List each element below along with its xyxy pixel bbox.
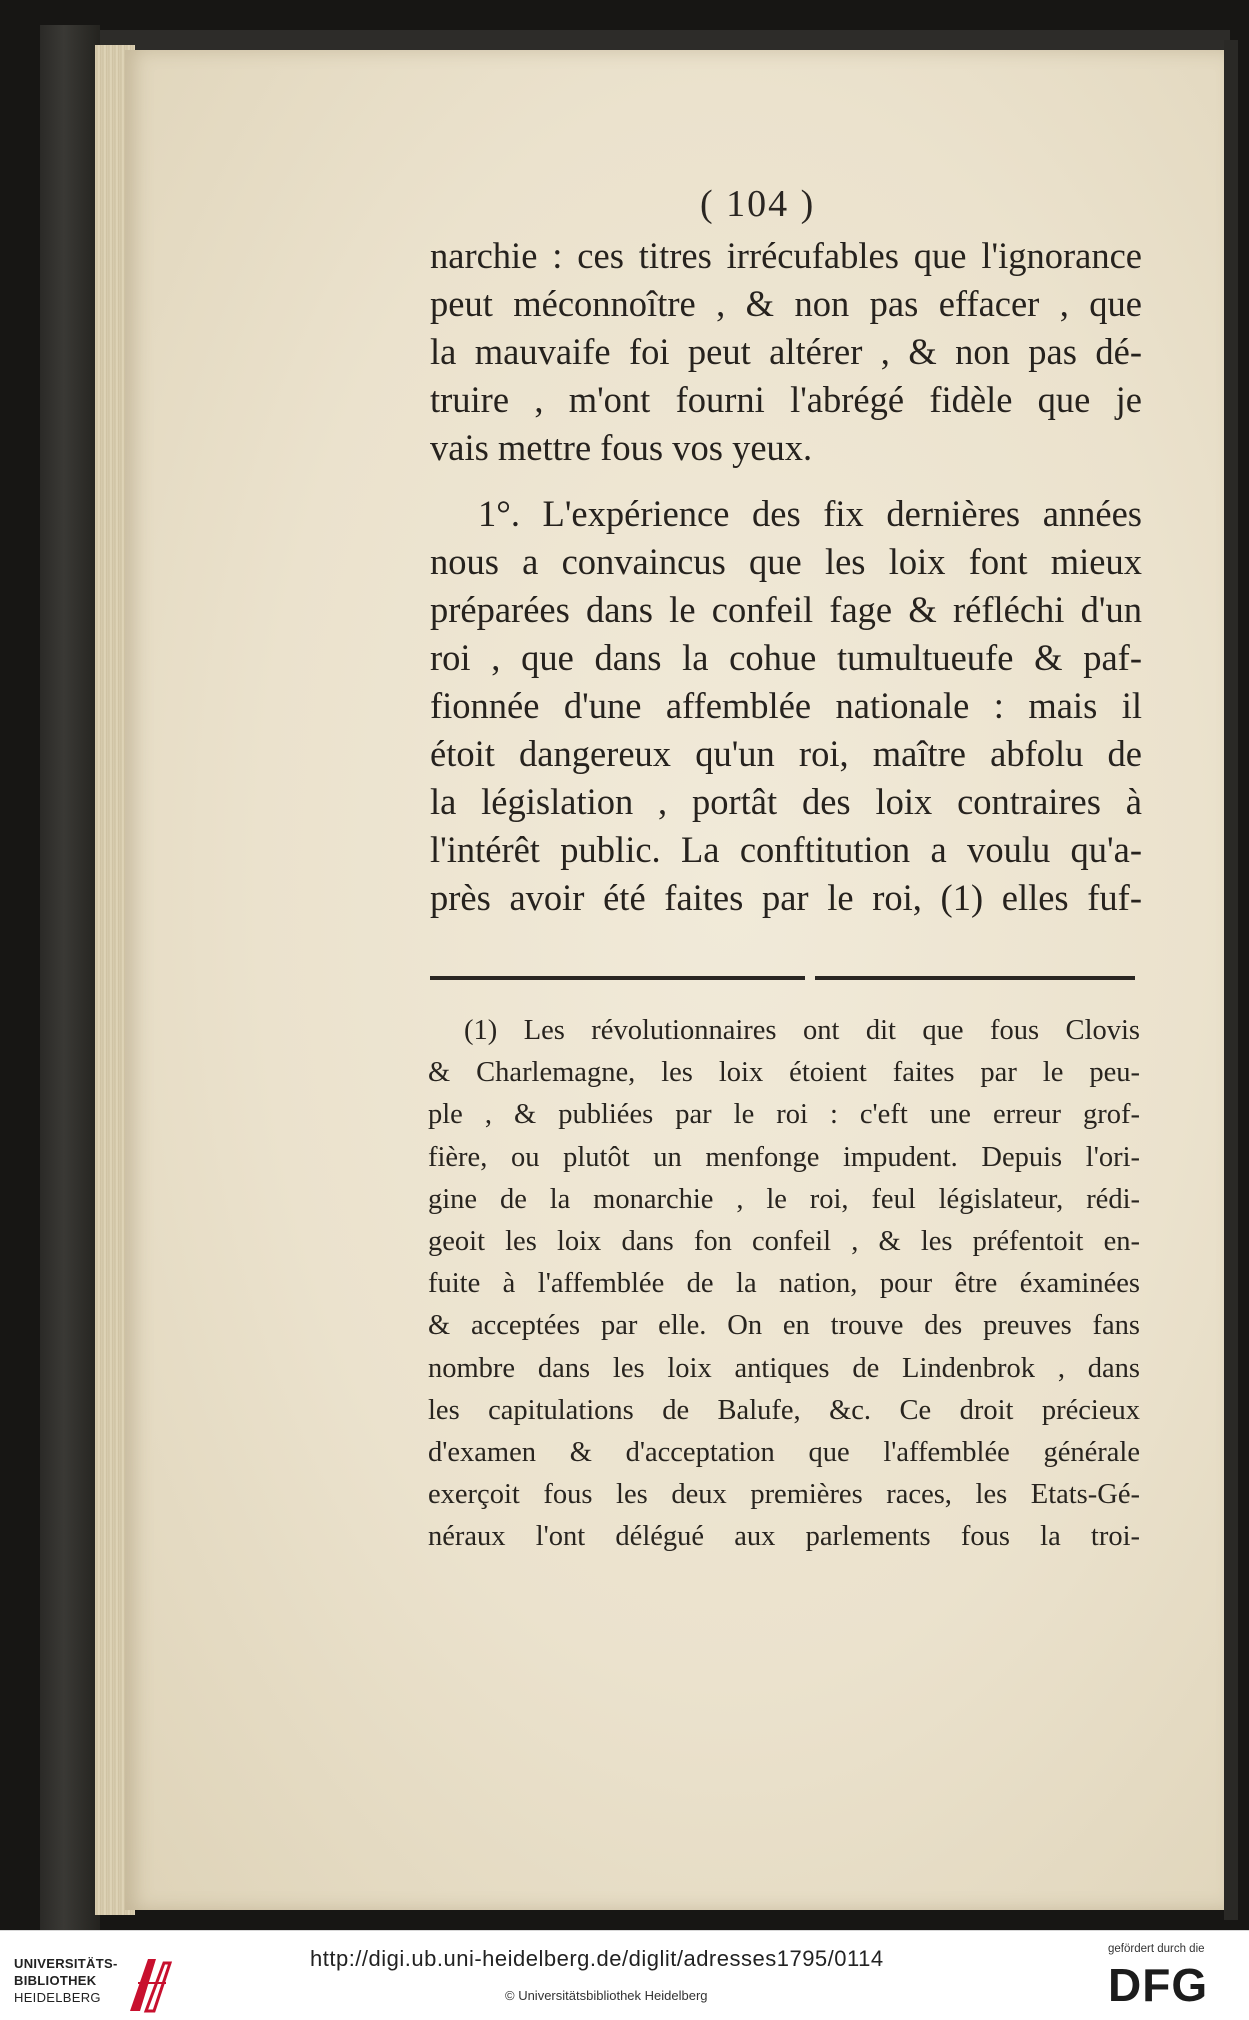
text-line: fionnée d'une affemblée nationale : mais il	[430, 685, 1142, 726]
viewer-footer	[0, 1930, 1249, 2020]
footnote-line: néraux l'ont délégué aux parlements fous la troi-	[428, 1521, 1140, 1553]
footnote-line: geoit les loix dans fon confeil , & les préfentoit en-	[428, 1225, 1140, 1257]
footnote-line: fuite à l'affemblée de la nation, pour être éxaminées	[428, 1268, 1140, 1300]
footnote	[428, 1010, 1140, 1558]
library-name-line2: BIBLIOTHEK	[14, 1973, 97, 1988]
permalink-url[interactable]: http://digi.ub.uni-heidelberg.de/diglit/adresses1795/0114	[310, 1946, 884, 1971]
text-line: 1°. L'expérience des fix dernières années	[478, 493, 1142, 534]
page-number: ( 104 )	[700, 183, 816, 225]
funded-by-label: gefördert durch die	[1108, 1943, 1205, 1955]
footnote-rule-left	[430, 976, 805, 980]
footnote-rule-right	[815, 976, 1135, 980]
library-name-line1: UNIVERSITÄTS-	[14, 1956, 118, 1971]
paragraph-gap	[430, 472, 1142, 490]
book-cover-top	[60, 30, 1230, 52]
footnote-line: & Charlemagne, les loix étoient faites par le peu-	[428, 1057, 1140, 1089]
text-line: près avoir été faites par le roi, (1) elles fuf-	[430, 877, 1142, 918]
library-emblem-icon	[126, 1953, 176, 2015]
text-line: la mauvaife foi peut altérer , & non pas dé-	[430, 331, 1142, 372]
footnote-line: gine de la monarchie , le roi, feul législateur, rédi-	[428, 1183, 1140, 1215]
footnote-line: exerçoit fous les deux premières races, les Etats-Gé-	[428, 1479, 1140, 1511]
text-line: la législation , portât des loix contraires à	[430, 781, 1142, 822]
text-line: truire , m'ont fourni l'abrégé fidèle que je	[430, 379, 1142, 420]
footnote-line: nombre dans les loix antiques de Lindenbrok , dans	[428, 1352, 1140, 1384]
main-text	[430, 232, 1142, 922]
footnote-line: & acceptées par elle. On en trouve des preuves fans	[428, 1310, 1140, 1342]
footnote-line: fière, ou plutôt un menfonge impudent. Depuis l'ori-	[428, 1141, 1140, 1173]
text-line: étoit dangereux qu'un roi, maître abfolu de	[430, 733, 1142, 774]
text-line: peut méconnoître , & non pas effacer , que	[430, 283, 1142, 324]
copyright-notice: © Universitätsbibliothek Heidelberg	[505, 1988, 708, 2003]
dfg-logo[interactable]: DFG	[1108, 1959, 1209, 2011]
text-line: roi , que dans la cohue tumultueufe & paf-	[430, 637, 1142, 678]
text-line: préparées dans le confeil fage & réfléchi d'un	[430, 589, 1142, 630]
book-cover-right	[1224, 40, 1238, 1920]
book-cover-spine	[40, 25, 100, 1930]
footnote-line: d'examen & d'acceptation que l'affemblée générale	[428, 1436, 1140, 1468]
footnote-line: ple , & publiées par le roi : c'eft une erreur grof-	[428, 1099, 1140, 1131]
library-name-line3: HEIDELBERG	[14, 1990, 101, 2005]
footnote-line: (1) Les révolutionnaires ont dit que fous Clovis	[464, 1015, 1140, 1046]
text-line: vais mettre fous vos yeux.	[430, 427, 813, 468]
text-line: nous a convaincus que les loix font mieux	[430, 541, 1142, 582]
text-line: narchie : ces titres irrécufables que l'ignorance	[430, 235, 1142, 276]
footnote-line: les capitulations de Balufe, &c. Ce droit précieux	[428, 1394, 1140, 1426]
text-line: l'intérêt public. La conftitution a voulu qu'a-	[430, 829, 1142, 870]
